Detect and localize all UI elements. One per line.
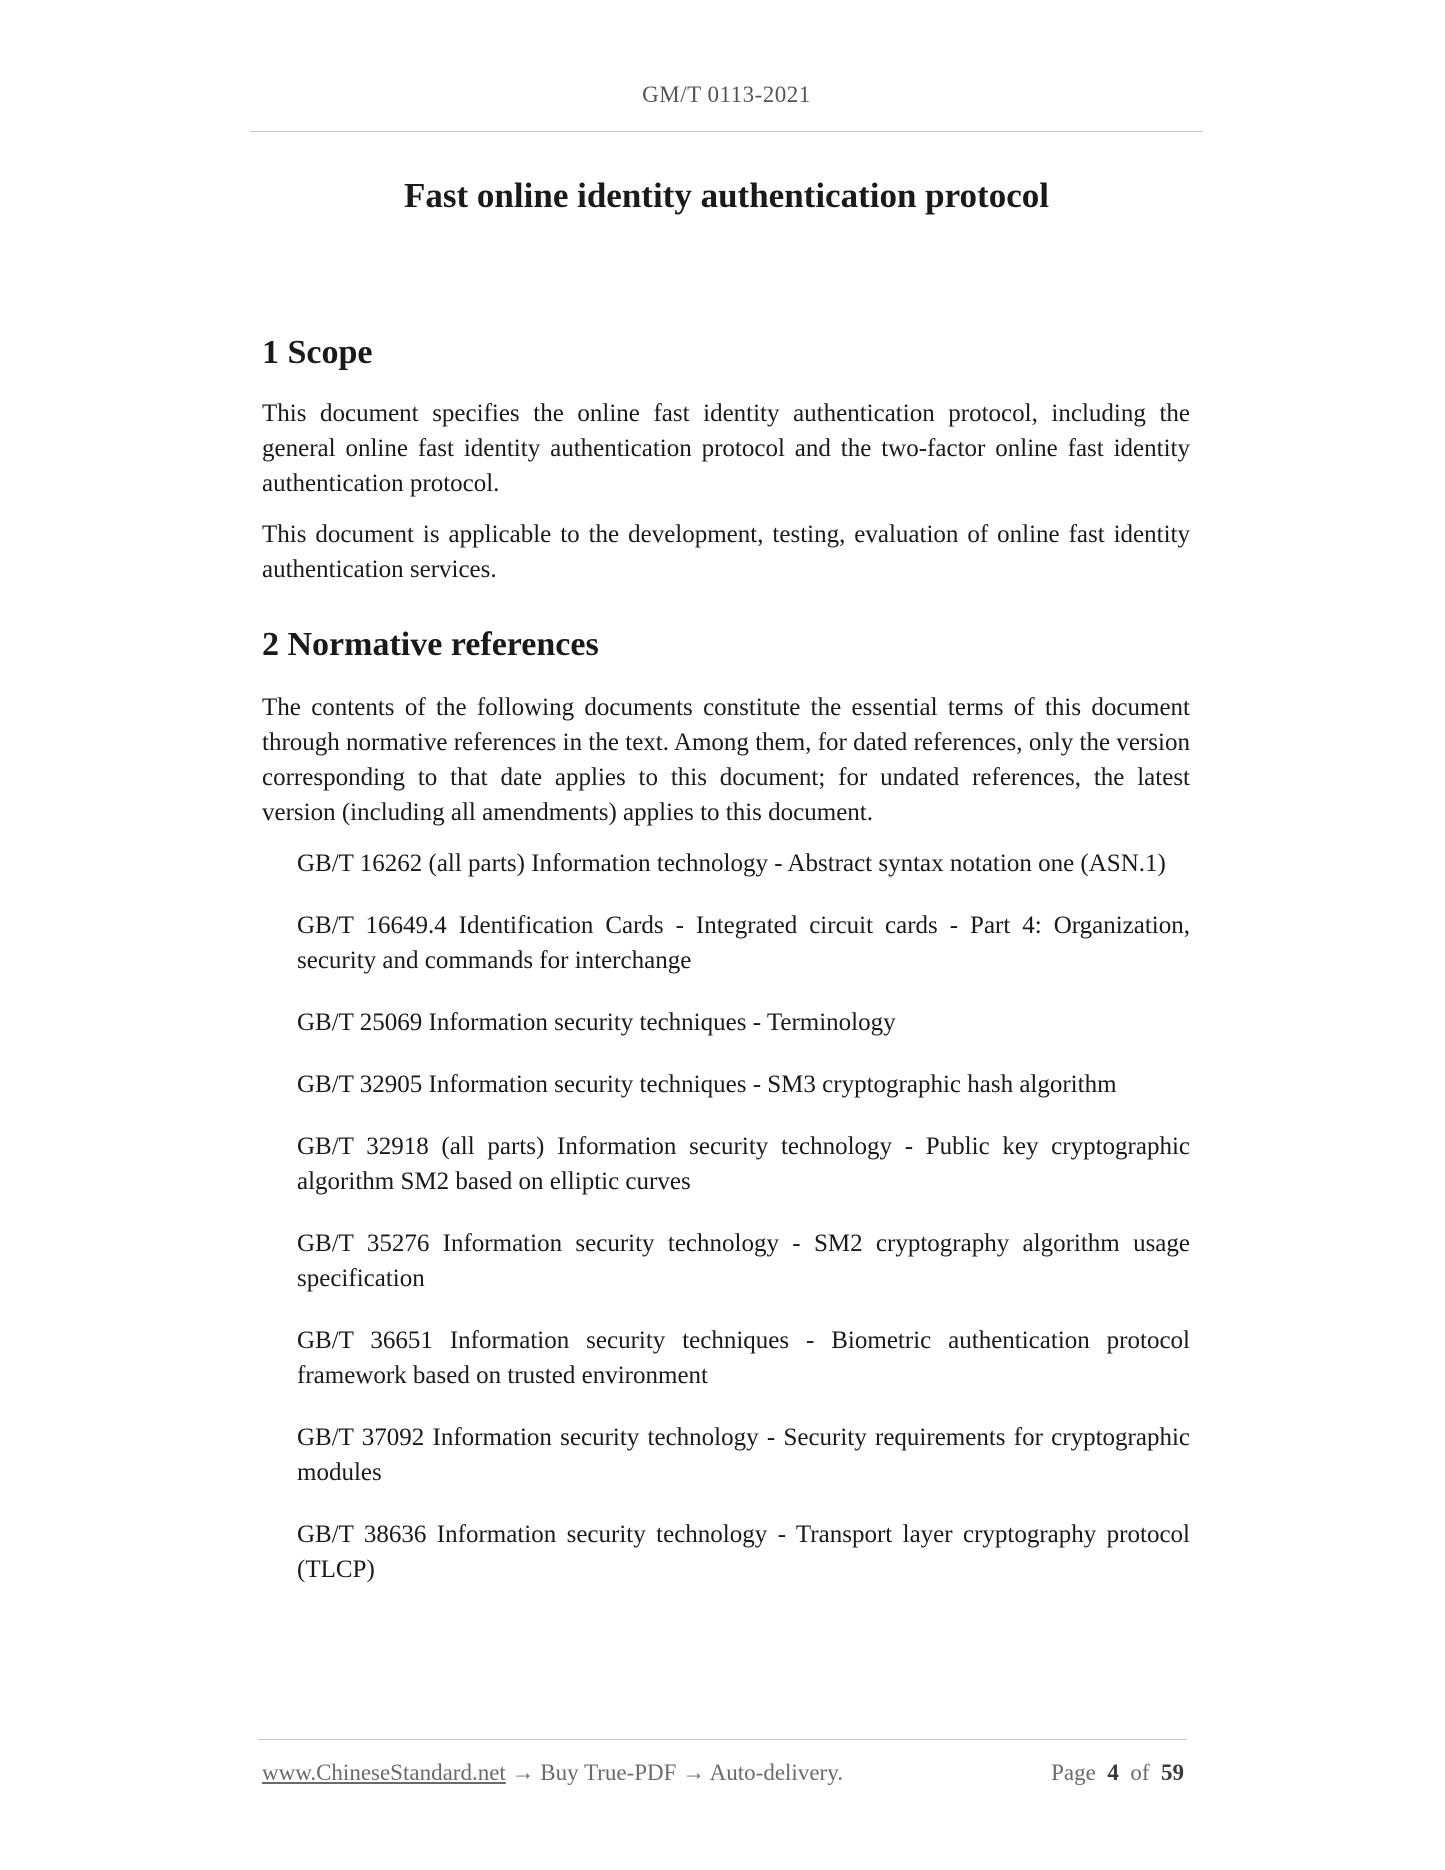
document-title: Fast online identity authentication protocol [404, 176, 1049, 215]
reference-item: GB/T 36651 Information security techniques - Biometric authentication protocol framework based on trusted environment [297, 1327, 1190, 1389]
scope-paragraph-1: This document specifies the online fast identity authentication protocol, including the general online fast identity authentication protocol and the two-factor online fast identity authentication protocol. [262, 400, 1190, 497]
buy-true-pdf-text: Buy True-PDF [540, 1760, 677, 1785]
arrow-right-icon: → [511, 1760, 535, 1785]
header-divider [250, 131, 1203, 132]
normative-intro-paragraph: The contents of the following documents constitute the essential terms of this document through normative references in the text. Among them, for dated references, only the version corresponding to that date applies to this document; for undated references, the latest version (including all amendments) applies to this document. [262, 694, 1190, 826]
reference-item: GB/T 32905 Information security techniques - SM3 cryptographic hash algorithm [297, 1071, 1117, 1098]
reference-item: GB/T 32918 (all parts) Information security technology - Public key cryptographic algorithm SM2 based on elliptic curves [297, 1133, 1190, 1195]
scope-paragraph-2: This document is applicable to the development, testing, evaluation of online fast identity authentication services. [262, 521, 1190, 583]
reference-item: GB/T 25069 Information security techniques - Terminology [297, 1009, 896, 1036]
reference-item: GB/T 37092 Information security technology - Security requirements for cryptographic modules [297, 1424, 1190, 1486]
footer-divider [258, 1739, 1186, 1740]
page-of-label: of [1130, 1760, 1150, 1785]
total-page-count: 59 [1161, 1760, 1184, 1785]
document-body [262, 330, 1190, 1614]
section-scope [262, 330, 1190, 587]
site-link[interactable]: www.ChineseStandard.net [262, 1760, 506, 1785]
page-label: Page [1051, 1760, 1096, 1785]
section-normative-references [262, 622, 1190, 1587]
footer-promo [262, 1758, 843, 1788]
reference-item: GB/T 35276 Information security technology - SM2 cryptography algorithm usage specification [297, 1230, 1190, 1292]
page-header-standard-id: GM/T 0113-2021 [642, 82, 811, 107]
section-heading-scope: 1 Scope [262, 334, 373, 371]
reference-item: GB/T 38636 Information security technology - Transport layer cryptography protocol (TLCP) [297, 1521, 1190, 1583]
reference-item: GB/T 16262 (all parts) Information technology - Abstract syntax notation one (ASN.1) [297, 850, 1166, 877]
arrow-right-icon: → [682, 1760, 706, 1785]
auto-delivery-text: Auto-delivery. [709, 1760, 843, 1785]
section-heading-normative-references: 2 Normative references [262, 626, 599, 663]
reference-item: GB/T 16649.4 Identification Cards - Integrated circuit cards - Part 4: Organization, security and commands for interchange [297, 912, 1190, 974]
reference-list [262, 846, 1190, 1587]
current-page-number: 4 [1107, 1760, 1119, 1785]
page-number-indicator [1051, 1758, 1184, 1788]
